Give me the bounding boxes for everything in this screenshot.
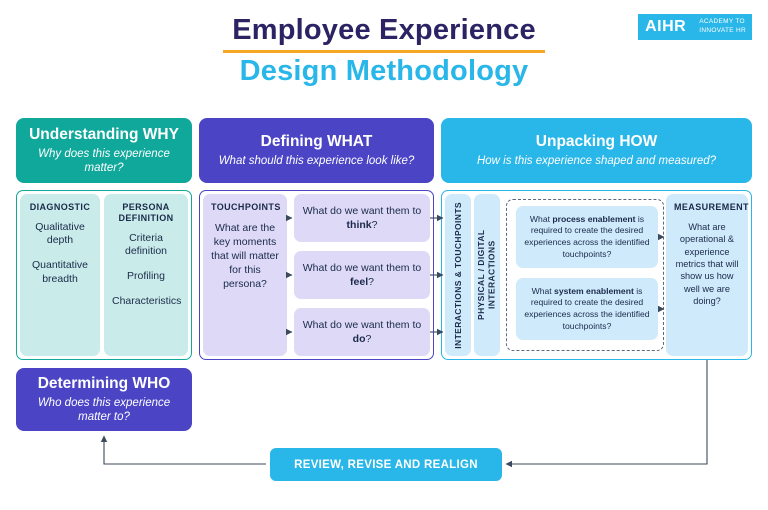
diagnostic-item: Qualitative depth [35,220,85,247]
question-do-suffix: ? [365,333,372,345]
title-divider [223,50,545,53]
band-determining-who [16,368,192,431]
panel-interactions-touchpoints [445,194,471,356]
panel-question-do [294,308,430,356]
title-line-2: Design Methodology [239,55,529,88]
panel-question-think [294,194,430,242]
band-why-subtitle: Why does this experience matter? [38,147,170,174]
process-enablement-prefix: What [529,213,553,224]
logo-tagline-line-2: INNOVATE HR [699,27,746,34]
band-defining-what [199,118,434,183]
band-what-title: Defining WHAT [260,132,373,150]
diagnostic-item: Quantitative breadth [31,259,89,285]
question-do-text [302,318,422,346]
band-unpacking-how [441,118,752,183]
touchpoints-heading: TOUCHPOINTS [211,202,281,212]
system-enablement-suffix: is required to create the desired experiences across the identified touchpoints? [524,285,650,331]
question-feel-text [302,261,422,289]
touchpoints-text: What are the key moments that will matter for this persona? [211,221,279,291]
measurement-heading: MEASUREMENT [674,202,749,212]
question-think-emphasis: think [346,219,372,231]
panel-system-enablement [516,278,658,340]
review-label: REVIEW, REVISE AND REALIGN [294,458,478,471]
question-feel-emphasis: feel [350,276,369,288]
band-what-subtitle: What should this experience look like? [218,154,415,167]
persona-item: Profiling [127,269,165,282]
logo-wordmark: AIHR [638,14,693,40]
process-enablement-text [524,214,650,260]
measurement-text: What are operational & experience metrics that will show us how well we are doing? [675,221,739,307]
band-who-subtitle: Who does this experience matter to? [37,396,171,423]
band-how-title: Unpacking HOW [535,132,658,150]
system-enablement-text [524,286,650,332]
persona-item: Characteristics [112,294,182,307]
band-understanding-why [16,118,192,183]
band-who-title: Determining WHO [37,374,171,392]
persona-heading: PERSONA DEFINITION [118,202,174,223]
band-how-subtitle: How is this experience shaped and measured? [476,154,717,167]
question-feel-prefix: What do we want them to [302,261,422,274]
process-enablement-suffix: is required to create the desired experiences across the identified touchpoints? [524,213,650,259]
panel-diagnostic [20,194,100,356]
process-enablement-emphasis: process enablement [552,213,636,224]
review-revise-realign-box [270,448,502,481]
panel-measurement [666,194,748,356]
question-feel-suffix: ? [368,276,374,288]
interactions-label: INTERACTIONS & TOUCHPOINTS [452,201,463,349]
question-think-prefix: What do we want them to [302,204,422,217]
logo-tagline [694,14,752,40]
panel-touchpoints [203,194,287,356]
persona-item: Criteria definition [124,231,168,258]
aihr-logo [638,14,752,40]
system-enablement-prefix: What [531,285,555,296]
panel-physical-digital-interactions [474,194,500,356]
panel-persona-definition [104,194,188,356]
panel-process-enablement [516,206,658,268]
diagnostic-heading: DIAGNOSTIC [29,202,91,212]
question-think-suffix: ? [371,219,378,231]
logo-tagline-line-1: ACADEMY TO [699,18,745,26]
physical-digital-label: PHYSICAL / DIGITAL INTERACTIONS [476,229,497,321]
system-enablement-emphasis: system enablement [554,285,634,296]
band-why-title: Understanding WHY [29,125,179,143]
question-do-emphasis: do [352,333,366,345]
question-do-prefix: What do we want them to [302,318,422,331]
panel-question-feel [294,251,430,299]
title-line-1: Employee Experience [232,14,536,46]
question-think-text [302,204,422,232]
